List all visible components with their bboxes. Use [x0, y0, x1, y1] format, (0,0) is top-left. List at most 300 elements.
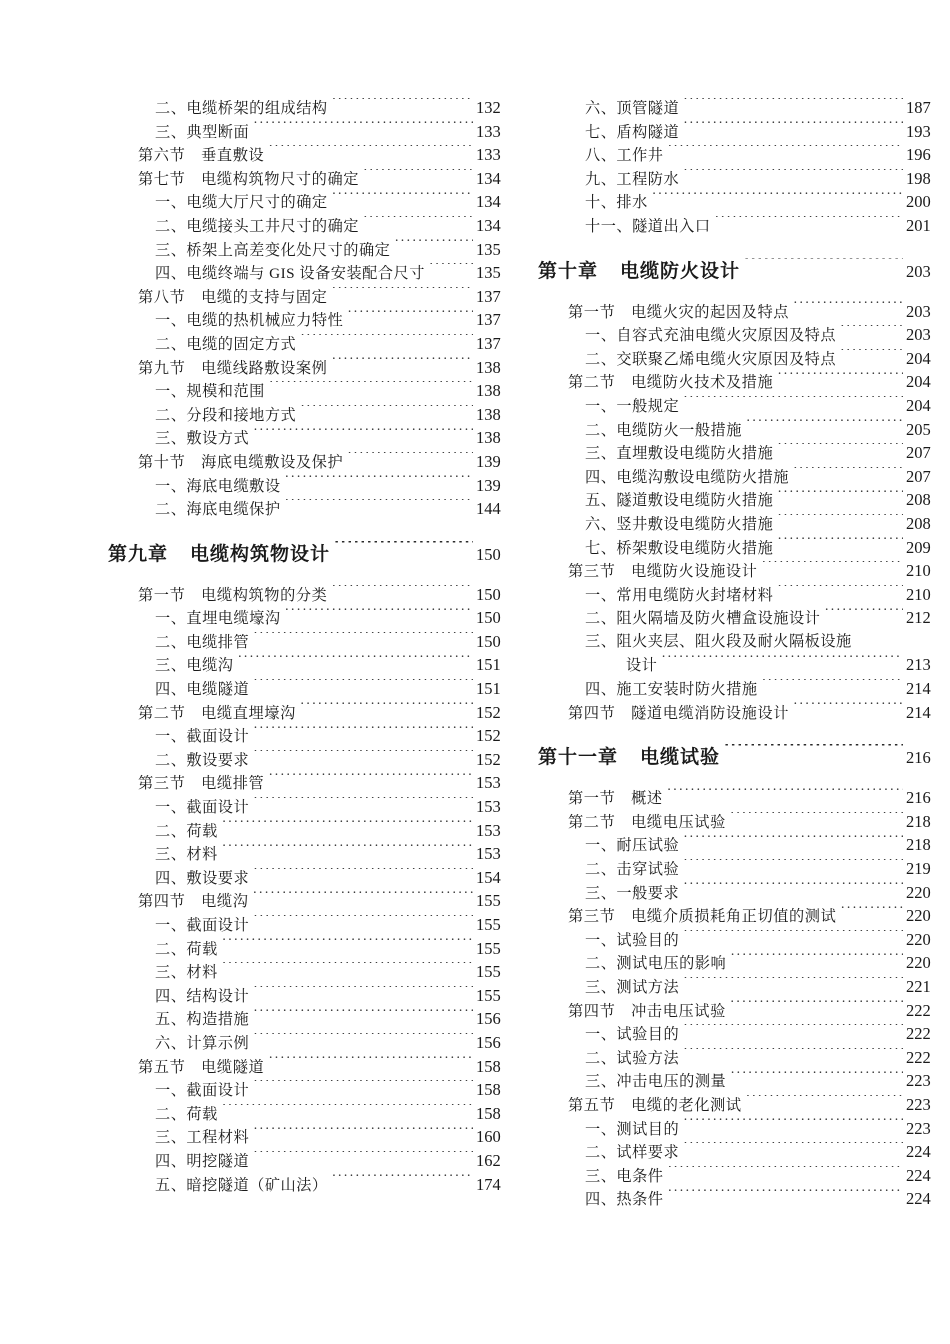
toc-item-entry[interactable] — [530, 833, 940, 857]
toc-leader-dots — [332, 98, 473, 113]
toc-leader-dots — [237, 655, 473, 670]
toc-entry-label: 三、材料 — [155, 846, 218, 864]
toc-item-entry[interactable] — [100, 1007, 510, 1031]
toc-entry-label: 一、截面设计 — [155, 1082, 250, 1100]
toc-entry-label: 二、试样要求 — [585, 1144, 680, 1162]
toc-item-entry[interactable] — [100, 866, 510, 890]
toc-page-number: 137 — [476, 310, 501, 330]
toc-page-number: 201 — [906, 215, 931, 235]
toc-section-entry[interactable] — [530, 904, 940, 928]
toc-item-entry[interactable] — [100, 630, 510, 654]
toc-leader-dots — [652, 192, 903, 207]
toc-page-number: 204 — [906, 348, 931, 368]
toc-page-number: 133 — [476, 145, 501, 165]
toc-item-entry[interactable] — [100, 960, 510, 984]
toc-page-number: 213 — [906, 655, 931, 675]
toc-item-entry[interactable] — [530, 441, 940, 465]
toc-item-entry[interactable] — [100, 1102, 510, 1126]
toc-item-entry[interactable] — [100, 1031, 510, 1055]
toc-leader-dots — [667, 1189, 903, 1204]
toc-entry-label: 四、结构设计 — [155, 987, 250, 1005]
toc-columns — [0, 96, 950, 1211]
toc-entry-label: 一、电缆大厅尺寸的确定 — [155, 194, 328, 212]
toc-entry-label: 一、常用电缆防火封堵材料 — [585, 586, 774, 604]
toc-leader-dots — [730, 812, 903, 827]
toc-entry-label: 四、热条件 — [585, 1191, 664, 1209]
toc-leader-dots — [300, 334, 473, 349]
toc-leader-dots — [363, 169, 473, 184]
toc-entry-label: 四、明挖隧道 — [155, 1152, 250, 1170]
toc-entry-label: 第四节 电缆沟 — [138, 893, 249, 911]
toc-leader-dots — [334, 541, 473, 560]
toc-page-number: 150 — [476, 544, 501, 564]
toc-leader-dots — [793, 702, 903, 717]
toc-entry-label: 一、自容式充油电缆火灾原因及特点 — [585, 327, 836, 345]
toc-item-entry[interactable] — [530, 928, 940, 952]
toc-entry-label: 三、冲击电压的测量 — [585, 1073, 727, 1091]
toc-item-entry[interactable] — [530, 1187, 940, 1211]
toc-leader-dots — [268, 773, 473, 788]
toc-entry-continuation[interactable] — [530, 653, 940, 677]
toc-leader-dots — [253, 797, 473, 812]
toc-entry-label: 三、材料 — [155, 964, 218, 982]
toc-section-entry[interactable] — [530, 370, 940, 394]
toc-section-entry[interactable] — [100, 701, 510, 725]
toc-item-entry[interactable] — [530, 630, 940, 654]
toc-leader-dots — [253, 1151, 473, 1166]
chapter-gap — [530, 286, 940, 300]
toc-page-number: 153 — [476, 797, 501, 817]
toc-entry-label: 第七节 电缆构筑物尺寸的确定 — [138, 170, 360, 188]
toc-leader-dots — [253, 726, 473, 741]
toc-leader-dots — [300, 702, 473, 717]
toc-leader-dots — [394, 239, 473, 254]
toc-section-entry[interactable] — [530, 1093, 940, 1117]
toc-item-entry[interactable] — [100, 261, 510, 285]
toc-leader-dots — [683, 169, 903, 184]
toc-entry-label: 二、荷载 — [155, 822, 218, 840]
toc-item-entry[interactable] — [100, 214, 510, 238]
toc-entry-label: 一、海底电缆敷设 — [155, 477, 281, 495]
toc-item-entry[interactable] — [100, 795, 510, 819]
toc-leader-dots — [724, 744, 903, 763]
toc-page-number: 204 — [906, 395, 931, 415]
toc-leader-dots — [667, 1166, 903, 1181]
toc-leader-dots — [730, 1000, 903, 1015]
toc-entry-label: 五、暗挖隧道（矿山法） — [155, 1176, 328, 1194]
toc-page-number: 196 — [906, 145, 931, 165]
toc-page-number: 224 — [906, 1189, 931, 1209]
toc-entry-label: 二、电缆桥架的组成结构 — [155, 100, 328, 117]
toc-page-number: 212 — [906, 608, 931, 628]
toc-item-entry[interactable] — [100, 606, 510, 630]
toc-page-number: 220 — [906, 929, 931, 949]
toc-page-number: 218 — [906, 811, 931, 831]
toc-page-number: 138 — [476, 428, 501, 448]
toc-page-number: 132 — [476, 98, 501, 117]
toc-item-entry[interactable] — [530, 1022, 940, 1046]
toc-page-number: 162 — [476, 1150, 501, 1170]
toc-page-number: 174 — [476, 1174, 501, 1194]
toc-page-number: 137 — [476, 286, 501, 306]
toc-item-entry[interactable] — [530, 881, 940, 905]
toc-item-entry[interactable] — [100, 913, 510, 937]
toc-leader-dots — [840, 349, 903, 364]
toc-section-entry[interactable] — [100, 771, 510, 795]
toc-page-number: 150 — [476, 584, 501, 604]
toc-leader-dots — [730, 953, 903, 968]
toc-entry-label: 第二节 电缆直埋壕沟 — [138, 704, 296, 722]
toc-page-number: 152 — [476, 749, 501, 769]
toc-leader-dots — [667, 145, 903, 160]
toc-chapter-label — [538, 742, 720, 772]
toc-entry-label: 三、阻火夹层、阻火段及耐火隔板设施 — [585, 632, 852, 650]
toc-entry-label: 二、交联聚乙烯电缆火灾原因及特点 — [585, 350, 836, 368]
toc-leader-dots — [332, 192, 473, 207]
toc-leader-dots — [746, 419, 903, 434]
toc-page-number: 155 — [476, 915, 501, 934]
toc-item-entry[interactable] — [100, 984, 510, 1008]
toc-leader-dots — [253, 428, 473, 443]
toc-column-left — [100, 96, 510, 1211]
toc-entry-label: 一、试验目的 — [585, 931, 680, 949]
toc-entry-label: 十、排水 — [585, 194, 648, 212]
toc-entry-label: 一、试验目的 — [585, 1026, 680, 1044]
toc-leader-dots — [840, 325, 903, 340]
toc-leader-dots — [253, 1033, 473, 1048]
toc-item-entry[interactable] — [530, 1140, 940, 1164]
toc-item-entry[interactable] — [100, 842, 510, 866]
toc-leader-dots — [222, 962, 473, 977]
toc-page-number: 224 — [906, 1165, 931, 1185]
toc-section-entry[interactable] — [530, 701, 940, 725]
toc-page-number: 222 — [906, 1024, 931, 1044]
toc-leader-dots — [840, 906, 903, 921]
toc-page-number: 214 — [906, 702, 931, 722]
toc-item-entry[interactable] — [530, 1046, 940, 1070]
toc-item-entry[interactable] — [100, 653, 510, 677]
toc-page-number: 187 — [906, 98, 931, 117]
toc-leader-dots — [429, 263, 473, 278]
toc-item-entry[interactable] — [100, 96, 510, 120]
toc-entry-label: 二、电缆接头工井尺寸的确定 — [155, 217, 359, 235]
toc-item-entry[interactable] — [530, 1164, 940, 1188]
toc-section-entry[interactable] — [530, 999, 940, 1023]
toc-leader-dots — [222, 820, 473, 835]
toc-page-number: 134 — [476, 168, 501, 188]
toc-page-number: 134 — [476, 215, 501, 235]
toc-section-entry[interactable] — [100, 889, 510, 913]
toc-item-entry[interactable] — [100, 1078, 510, 1102]
chapter-gap — [100, 521, 510, 539]
toc-page-number: 223 — [906, 1071, 931, 1091]
toc-page-number: 219 — [906, 859, 931, 879]
toc-leader-dots — [762, 679, 903, 694]
toc-section-entry[interactable] — [530, 300, 940, 324]
toc-entry-label: 二、电缆排管 — [155, 633, 250, 651]
toc-page-number: 139 — [476, 475, 501, 495]
toc-item-entry[interactable] — [100, 724, 510, 748]
toc-page-number: 158 — [476, 1056, 501, 1076]
toc-entry-label: 三、典型断面 — [155, 123, 250, 141]
toc-section-entry[interactable] — [530, 810, 940, 834]
toc-leader-dots — [683, 977, 903, 992]
chapter-gap — [100, 569, 510, 583]
toc-section-entry[interactable] — [100, 583, 510, 607]
toc-chapter-number: 第十一章 — [538, 746, 619, 769]
toc-section-entry[interactable] — [530, 786, 940, 810]
toc-page-number: 153 — [476, 844, 501, 864]
toc-entry-label: 一、一般规定 — [585, 397, 680, 415]
toc-chapter-entry[interactable] — [100, 539, 510, 569]
toc-entry-label: 三、电缆沟 — [155, 657, 234, 675]
toc-entry-label: 设计 — [626, 657, 658, 675]
toc-item-entry[interactable] — [100, 1125, 510, 1149]
toc-entry-label: 八、工作井 — [585, 147, 664, 165]
toc-leader-dots — [285, 608, 474, 623]
toc-item-entry[interactable] — [100, 120, 510, 144]
toc-page-number: 204 — [906, 372, 931, 392]
toc-leader-dots — [222, 844, 473, 859]
toc-page-number: 156 — [476, 1032, 501, 1052]
toc-entry-label: 十一、隧道出入口 — [585, 217, 711, 235]
toc-page-number: 223 — [906, 1118, 931, 1138]
toc-item-entry[interactable] — [530, 606, 940, 630]
toc-leader-dots — [253, 891, 473, 906]
toc-entry-label: 七、盾构隧道 — [585, 123, 680, 141]
toc-item-entry[interactable] — [530, 536, 940, 560]
toc-leader-dots — [331, 357, 473, 372]
toc-page-number: 210 — [906, 584, 931, 604]
toc-entry-label: 第一节 电缆火灾的起因及特点 — [568, 303, 790, 321]
toc-leader-dots — [253, 679, 473, 694]
toc-page-number: 214 — [906, 679, 931, 699]
toc-section-entry[interactable] — [530, 559, 940, 583]
toc-page-number: 139 — [476, 451, 501, 471]
toc-chapter-title: 电缆防火设计 — [620, 259, 741, 282]
toc-item-entry[interactable] — [100, 677, 510, 701]
toc-item-entry[interactable] — [100, 1173, 510, 1197]
toc-leader-dots — [793, 301, 903, 316]
toc-leader-dots — [683, 1142, 903, 1157]
toc-item-entry[interactable] — [530, 975, 940, 999]
toc-item-entry[interactable] — [100, 1149, 510, 1173]
toc-item-entry[interactable] — [100, 474, 510, 498]
toc-entry-label: 第二节 电缆电压试验 — [568, 813, 726, 831]
toc-page-number: 153 — [476, 773, 501, 793]
toc-entry-label: 一、电缆的热机械应力特性 — [155, 312, 344, 330]
toc-item-entry[interactable] — [530, 143, 940, 167]
toc-item-entry[interactable] — [100, 748, 510, 772]
toc-page-number: 154 — [476, 867, 501, 887]
toc-entry-label: 第六节 垂直敷设 — [138, 147, 265, 165]
toc-page-number: 153 — [476, 820, 501, 840]
toc-item-entry[interactable] — [530, 857, 940, 881]
toc-page-number: 152 — [476, 726, 501, 746]
toc-entry-label: 二、敷设要求 — [155, 751, 250, 769]
toc-item-entry[interactable] — [530, 512, 940, 536]
toc-item-entry[interactable] — [100, 426, 510, 450]
toc-item-entry[interactable] — [100, 238, 510, 262]
toc-entry-label: 五、隧道敷设电缆防火措施 — [585, 492, 774, 510]
toc-entry-label: 二、测试电压的影响 — [585, 955, 727, 973]
toc-item-entry[interactable] — [530, 465, 940, 489]
toc-leader-dots — [222, 1104, 473, 1119]
toc-page-number: 223 — [906, 1094, 931, 1114]
toc-item-entry[interactable] — [100, 403, 510, 427]
toc-page-number: 152 — [476, 702, 501, 722]
toc-leader-dots — [253, 915, 473, 930]
toc-leader-dots — [331, 287, 473, 302]
toc-section-entry[interactable] — [100, 167, 510, 191]
toc-leader-dots — [777, 514, 903, 529]
toc-entry-label: 二、荷载 — [155, 940, 218, 958]
toc-page-number: 222 — [906, 1047, 931, 1067]
toc-item-entry[interactable] — [100, 308, 510, 332]
toc-leader-dots — [683, 1024, 903, 1039]
toc-leader-dots — [253, 121, 473, 136]
toc-item-entry[interactable] — [100, 190, 510, 214]
toc-page-number: 135 — [476, 239, 501, 259]
toc-item-entry[interactable] — [100, 332, 510, 356]
toc-leader-dots — [730, 1071, 903, 1086]
toc-section-entry[interactable] — [100, 450, 510, 474]
toc-page-number: 158 — [476, 1080, 501, 1100]
toc-item-entry[interactable] — [530, 488, 940, 512]
toc-item-entry[interactable] — [100, 819, 510, 843]
toc-leader-dots — [683, 98, 903, 113]
toc-page-number: 220 — [906, 953, 931, 973]
toc-entry-label: 六、顶管隧道 — [585, 100, 680, 117]
toc-page-number: 155 — [476, 985, 501, 1005]
toc-entry-label: 四、电缆终端与 GIS 设备安装配合尺寸 — [155, 265, 425, 283]
toc-entry-label: 三、敷设方式 — [155, 430, 250, 448]
toc-entry-label: 九、工程防水 — [585, 170, 680, 188]
toc-leader-dots — [285, 499, 474, 514]
toc-entry-label: 第九节 电缆线路敷设案例 — [138, 359, 328, 377]
toc-leader-dots — [683, 859, 903, 874]
toc-item-entry[interactable] — [530, 167, 940, 191]
toc-entry-label: 第五节 电缆隧道 — [138, 1058, 265, 1076]
toc-leader-dots — [667, 788, 903, 803]
toc-page-number: 158 — [476, 1103, 501, 1123]
toc-entry-label: 第四节 隧道电缆消防设施设计 — [568, 704, 790, 722]
toc-page-number: 193 — [906, 121, 931, 141]
toc-entry-label: 二、分段和接地方式 — [155, 406, 297, 424]
toc-page-number: 160 — [476, 1127, 501, 1147]
toc-chapter-title: 电缆构筑物设计 — [190, 542, 331, 565]
toc-section-entry[interactable] — [100, 356, 510, 380]
toc-page-number: 209 — [906, 537, 931, 557]
toc-item-entry[interactable] — [530, 1069, 940, 1093]
toc-page-number: 208 — [906, 513, 931, 533]
toc-item-entry[interactable] — [100, 379, 510, 403]
toc-chapter-number: 第十章 — [538, 259, 599, 282]
toc-entry-label: 三、工程材料 — [155, 1129, 250, 1147]
toc-item-entry[interactable] — [530, 120, 940, 144]
toc-chapter-number: 第九章 — [108, 542, 169, 565]
toc-leader-dots — [331, 585, 473, 600]
toc-leader-dots — [683, 835, 903, 850]
toc-entry-label: 七、桥架敷设电缆防火措施 — [585, 539, 774, 557]
toc-item-entry[interactable] — [530, 323, 940, 347]
toc-leader-dots — [761, 561, 903, 576]
toc-entry-label: 二、电缆的固定方式 — [155, 335, 297, 353]
toc-page-number: 198 — [906, 168, 931, 188]
toc-entry-label: 第三节 电缆介质损耗角正切值的测试 — [568, 908, 837, 926]
toc-entry-label: 第三节 电缆排管 — [138, 775, 265, 793]
chapter-gap — [530, 238, 940, 256]
toc-entry-label: 一、截面设计 — [155, 799, 250, 817]
toc-chapter-entry[interactable] — [530, 256, 940, 286]
toc-entry-label: 一、规模和范围 — [155, 383, 265, 401]
toc-item-entry[interactable] — [530, 951, 940, 975]
toc-section-entry[interactable] — [100, 285, 510, 309]
toc-item-entry[interactable] — [530, 347, 940, 371]
toc-leader-dots — [253, 986, 473, 1001]
toc-leader-dots — [332, 1174, 473, 1189]
toc-chapter-entry[interactable] — [530, 742, 940, 772]
toc-entry-label: 六、竖井敷设电缆防火措施 — [585, 515, 774, 533]
toc-leader-dots — [683, 396, 903, 411]
toc-item-entry[interactable] — [530, 583, 940, 607]
toc-leader-dots — [347, 452, 473, 467]
toc-leader-dots — [253, 1127, 473, 1142]
toc-leader-dots — [268, 1056, 473, 1071]
toc-page-number: 135 — [476, 263, 501, 283]
toc-leader-dots — [683, 121, 903, 136]
toc-item-entry[interactable] — [530, 1117, 940, 1141]
toc-page-number: 205 — [906, 419, 931, 439]
toc-item-entry[interactable] — [530, 96, 940, 120]
toc-page-number: 216 — [906, 748, 931, 768]
toc-leader-dots — [253, 1080, 473, 1095]
toc-leader-dots — [777, 443, 903, 458]
toc-entry-label: 三、一般要求 — [585, 884, 680, 902]
toc-item-entry[interactable] — [530, 214, 940, 238]
toc-item-entry[interactable] — [530, 418, 940, 442]
toc-entry-label: 第八节 电缆的支持与固定 — [138, 288, 328, 306]
chapter-gap — [530, 772, 940, 786]
toc-leader-dots — [683, 882, 903, 897]
toc-section-entry[interactable] — [100, 1055, 510, 1079]
toc-leader-dots — [347, 310, 473, 325]
toc-section-entry[interactable] — [100, 143, 510, 167]
toc-entry-label: 三、桥架上高差变化处尺寸的确定 — [155, 241, 391, 259]
toc-entry-label: 二、电缆防火一般措施 — [585, 421, 742, 439]
toc-leader-dots — [777, 490, 903, 505]
toc-item-entry[interactable] — [100, 497, 510, 521]
toc-entry-label: 一、截面设计 — [155, 728, 250, 746]
toc-leader-dots — [746, 1095, 903, 1110]
toc-item-entry[interactable] — [530, 190, 940, 214]
toc-page-number: 155 — [476, 891, 501, 911]
toc-page-number: 208 — [906, 490, 931, 510]
toc-item-entry[interactable] — [530, 394, 940, 418]
toc-page-number: 203 — [906, 301, 931, 321]
toc-leader-dots — [300, 405, 473, 420]
toc-page-number: 220 — [906, 906, 931, 926]
toc-entry-label: 一、直埋电缆壕沟 — [155, 610, 281, 628]
toc-page-number: 150 — [476, 608, 501, 628]
toc-leader-dots — [683, 1048, 903, 1063]
toc-leader-dots — [793, 467, 903, 482]
toc-item-entry[interactable] — [530, 677, 940, 701]
toc-page-number: 210 — [906, 561, 931, 581]
toc-item-entry[interactable] — [100, 937, 510, 961]
toc-page-number: 134 — [476, 192, 501, 212]
toc-entry-label: 一、耐压试验 — [585, 837, 680, 855]
